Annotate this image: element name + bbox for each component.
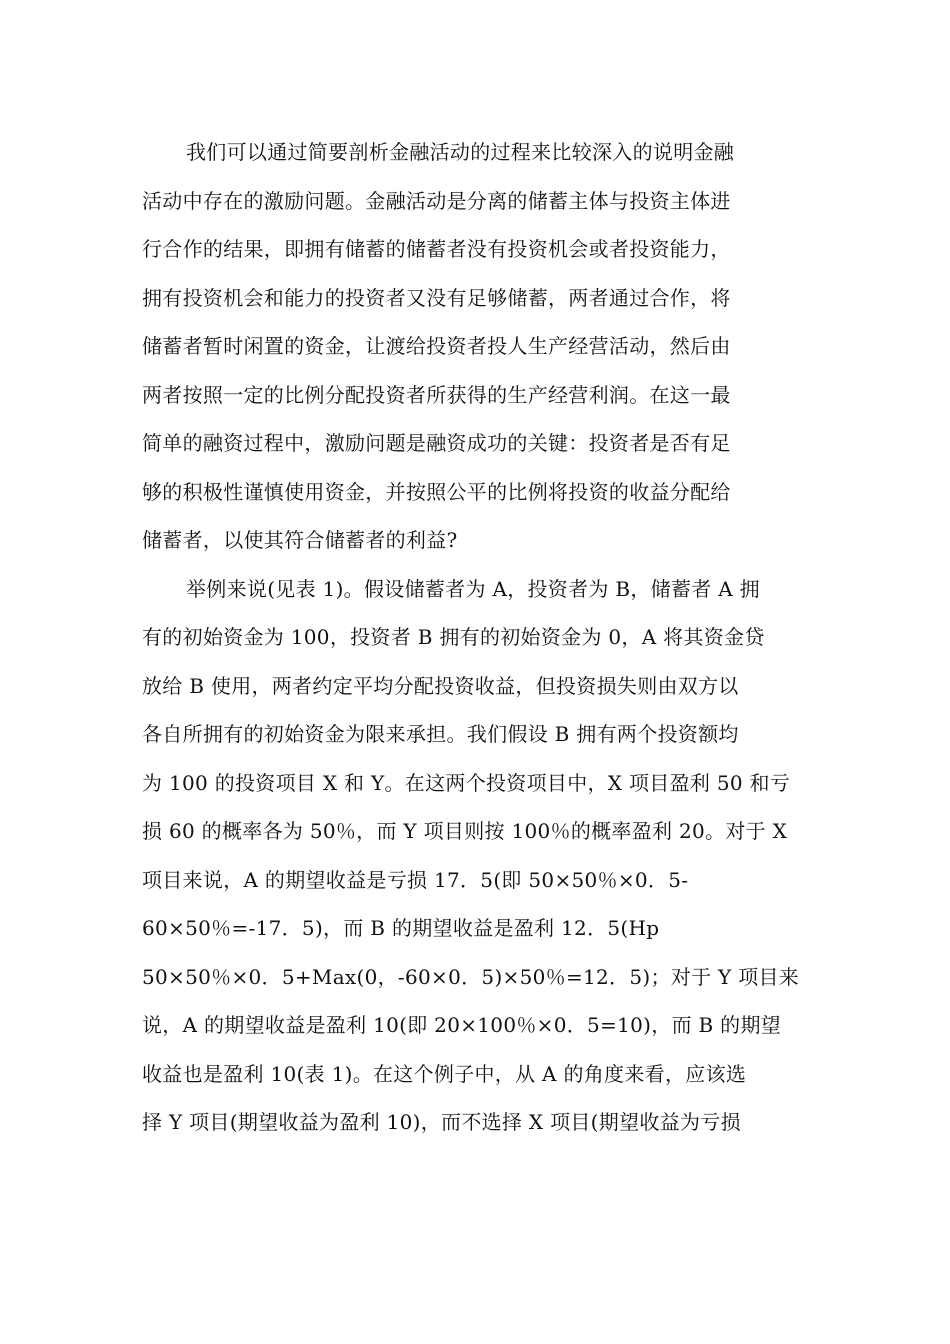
paragraph-1-line-2: 活动中存在的激励问题。金融活动是分离的储蓄主体与投资主体进 — [142, 188, 731, 213]
paragraph-2-line-12: 择 Y 项目(期望收益为盈利 10)，而不选择 X 项目(期望收益为亏损 — [142, 1110, 741, 1134]
paragraph-2-line-4: 各自所拥有的初始资金为限来承担。我们假设 B 拥有两个投资额均 — [142, 722, 739, 746]
paragraph-1-line-5: 储蓄者暂时闲置的资金，让渡给投资者投人生产经营活动，然后由 — [142, 334, 731, 358]
paragraph-2-line-5: 为 100 的投资项目 X 和 Y。在这两个投资项目中，X 项目盈利 50 和亏 — [142, 770, 791, 795]
paragraph-2-line-6: 损 60 的概率各为 50％，而 Y 项目则按 100％的概率盈利 20。对于 X — [142, 819, 788, 843]
paragraph-2-line-10: 说，A 的期望收益是盈利 10(即 20×100％×0．5=10)，而 B 的期望 — [142, 1013, 782, 1037]
paragraph-2-line-8: 60×50％=-17．5)，而 B 的期望收益是盈利 12．5(Hp — [142, 916, 660, 940]
paragraph-1-line-6: 两者按照一定的比例分配投资者所获得的生产经营利润。在这一最 — [142, 382, 731, 407]
paragraph-1-line-1: 我们可以通过简要剖析金融活动的过程来比较深入的说明金融 — [186, 140, 735, 164]
paragraph-1-line-4: 拥有投资机会和能力的投资者又没有足够储蓄，两者通过合作，将 — [142, 285, 731, 310]
paragraph-2-line-11: 收益也是盈利 10(表 1)。在这个例子中，从 A 的角度来看，应该选 — [142, 1061, 747, 1086]
paragraph-2-line-1: 举例来说(见表 1)。假设储蓄者为 A，投资者为 B，储蓄者 A 拥 — [186, 576, 760, 601]
paragraph-2-line-2: 有的初始资金为 100，投资者 B 拥有的初始资金为 0，A 将其资金贷 — [142, 625, 765, 649]
paragraph-1-line-7: 简单的融资过程中，激励问题是融资成功的关键：投资者是否有足 — [142, 431, 731, 455]
paragraph-1-line-3: 行合作的结果，即拥有储蓄的储蓄者没有投资机会或者投资能力， — [142, 237, 731, 261]
paragraph-2-line-3: 放给 B 使用，两者约定平均分配投资收益，但投资损失则由双方以 — [142, 673, 739, 698]
paragraph-1-line-8: 够的积极性谨慎使用资金，并按照公平的比例将投资的收益分配给 — [142, 479, 731, 504]
body-text — [142, 128, 802, 1147]
paragraph-2-line-7: 项目来说，A 的期望收益是亏损 17．5(即 50×50％×0．5- — [142, 867, 689, 892]
paragraph-1-line-9: 储蓄者，以使其符合储蓄者的利益? — [142, 528, 458, 552]
paragraph-2-line-9: 50×50％×0．5+Max(0，-60×0．5)×50％=12．5)；对于 Y 项目来 — [142, 964, 800, 989]
